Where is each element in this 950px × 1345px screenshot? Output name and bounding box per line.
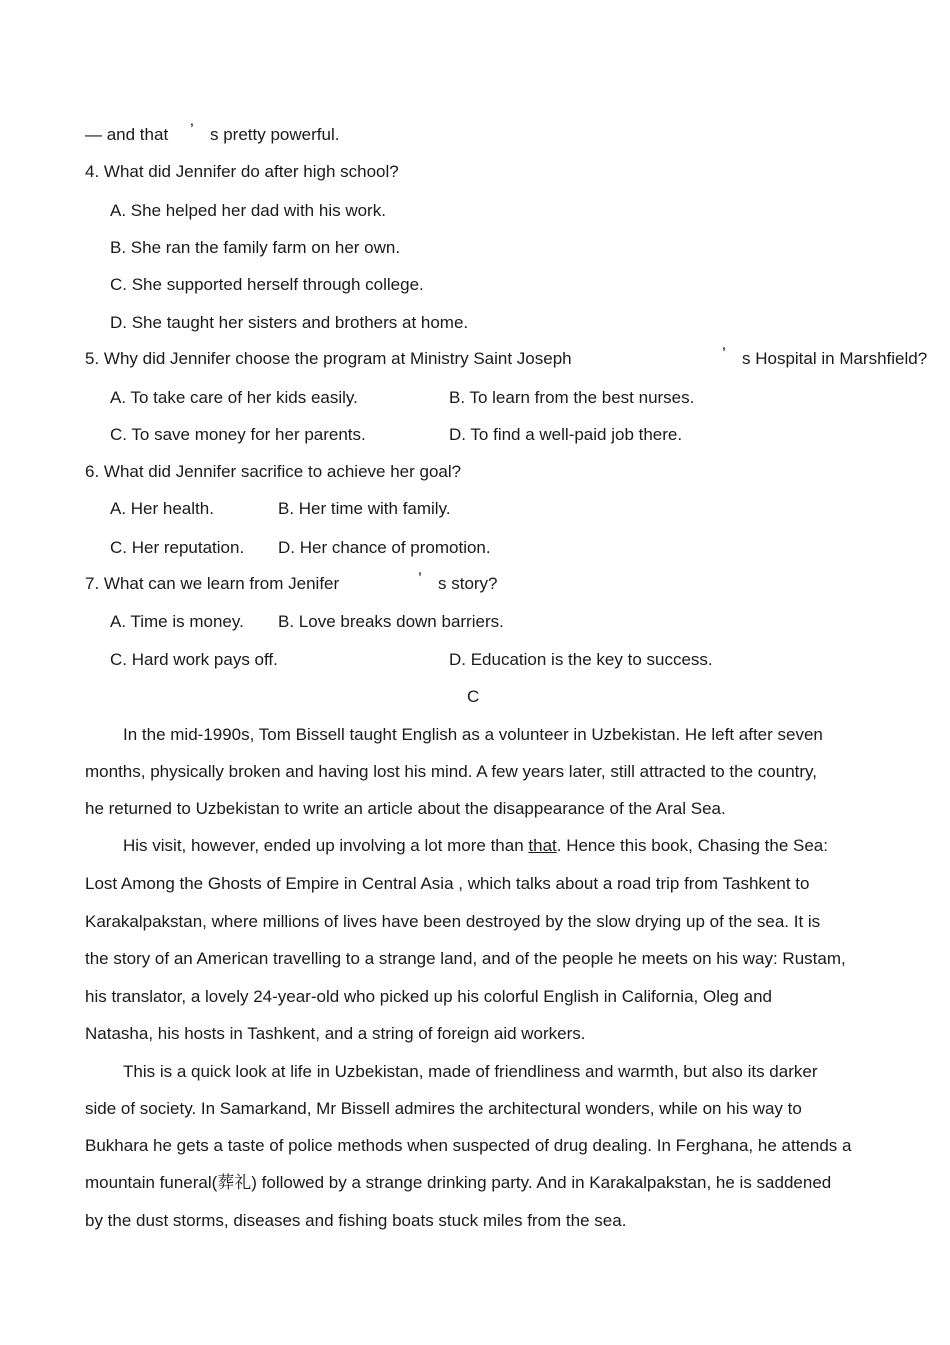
question-6-option-a: A. Her health. (110, 499, 214, 518)
passage-line: by the dust storms, diseases and fishing boats stuck miles from the sea. (85, 1211, 627, 1230)
passage-text: . Hence this book, (556, 836, 698, 855)
question-5-option-c: C. To save money for her parents. (110, 425, 366, 444)
question-7-stem-end: s story? (438, 574, 498, 593)
question-6-stem: 6. What did Jennifer sacrifice to achieve her goal? (85, 462, 462, 481)
passage-line: his translator, a lovely 24-year-old who picked up his colorful English in California, Oleg and (85, 987, 772, 1006)
question-6-option-b: B. Her time with family. (278, 499, 451, 518)
question-5-option-b: B. To learn from the best nurses. (449, 388, 695, 407)
passage-line: Bukhara he gets a taste of police methods when suspected of drug dealing. In Ferghana, he attends a (85, 1136, 852, 1155)
passage-line: months, physically broken and having lost his mind. A few years later, still attracted to the country, (85, 762, 817, 781)
question-4-option-a: A. She helped her dad with his work. (110, 201, 386, 220)
question-5-stem-start: 5. Why did Jennifer choose the program at Ministry Saint Joseph (85, 349, 572, 368)
passage-line: side of society. In Samarkand, Mr Bissell admires the architectural wonders, while on his way to (85, 1099, 802, 1118)
intro-line-start: — and that (85, 125, 169, 144)
question-4-stem: 4. What did Jennifer do after high school? (85, 162, 399, 181)
passage-line: he returned to Uzbekistan to write an article about the disappearance of the Aral Sea. (85, 799, 726, 818)
passage-line: This is a quick look at life in Uzbekistan, made of friendliness and warmth, but also its darker (123, 1062, 818, 1081)
passage-line: Lost Among the Ghosts of Empire in Central Asia , which talks about a road trip from Tashkent to (85, 874, 810, 893)
book-title: Chasing the Sea: (697, 836, 828, 855)
underlined-word: that (528, 836, 557, 855)
question-5-apostrophe: ’ (722, 344, 726, 363)
question-7-option-a: A. Time is money. (110, 612, 244, 631)
question-6-option-d: D. Her chance of promotion. (278, 538, 491, 557)
passage-text: His visit, however, ended up involving a lot more than (123, 836, 529, 855)
passage-line (123, 836, 828, 856)
question-7-option-d: D. Education is the key to success. (449, 650, 713, 669)
question-6-option-c: C. Her reputation. (110, 538, 245, 557)
question-5-option-d: D. To find a well-paid job there. (449, 425, 683, 444)
question-7-apostrophe: ’ (418, 569, 422, 588)
passage-line: the story of an American travelling to a strange land, and of the people he meets on his way: Rustam, (85, 949, 846, 968)
question-4-option-d: D. She taught her sisters and brothers at home. (110, 313, 469, 332)
passage-line: In the mid-1990s, Tom Bissell taught English as a volunteer in Uzbekistan. He left after seven (123, 725, 823, 744)
question-7-option-c: C. Hard work pays off. (110, 650, 278, 669)
question-5-stem-end: s Hospital in Marshfield? (742, 349, 928, 368)
question-5-option-a: A. To take care of her kids easily. (110, 388, 358, 407)
section-heading: C (467, 687, 480, 706)
question-7-stem-start: 7. What can we learn from Jenifer (85, 574, 340, 593)
question-4-option-c: C. She supported herself through college. (110, 275, 424, 294)
intro-apostrophe: ’ (190, 120, 194, 139)
intro-line-end: s pretty powerful. (210, 125, 340, 144)
question-7-option-b: B. Love breaks down barriers. (278, 612, 504, 631)
question-4-option-b: B. She ran the family farm on her own. (110, 238, 401, 257)
passage-line: Natasha, his hosts in Tashkent, and a string of foreign aid workers. (85, 1024, 586, 1043)
passage-line: mountain funeral(葬礼) followed by a strange drinking party. And in Karakalpakstan, he is saddened (85, 1173, 832, 1192)
passage-line: Karakalpakstan, where millions of lives have been destroyed by the slow drying up of the sea. It is (85, 912, 821, 931)
